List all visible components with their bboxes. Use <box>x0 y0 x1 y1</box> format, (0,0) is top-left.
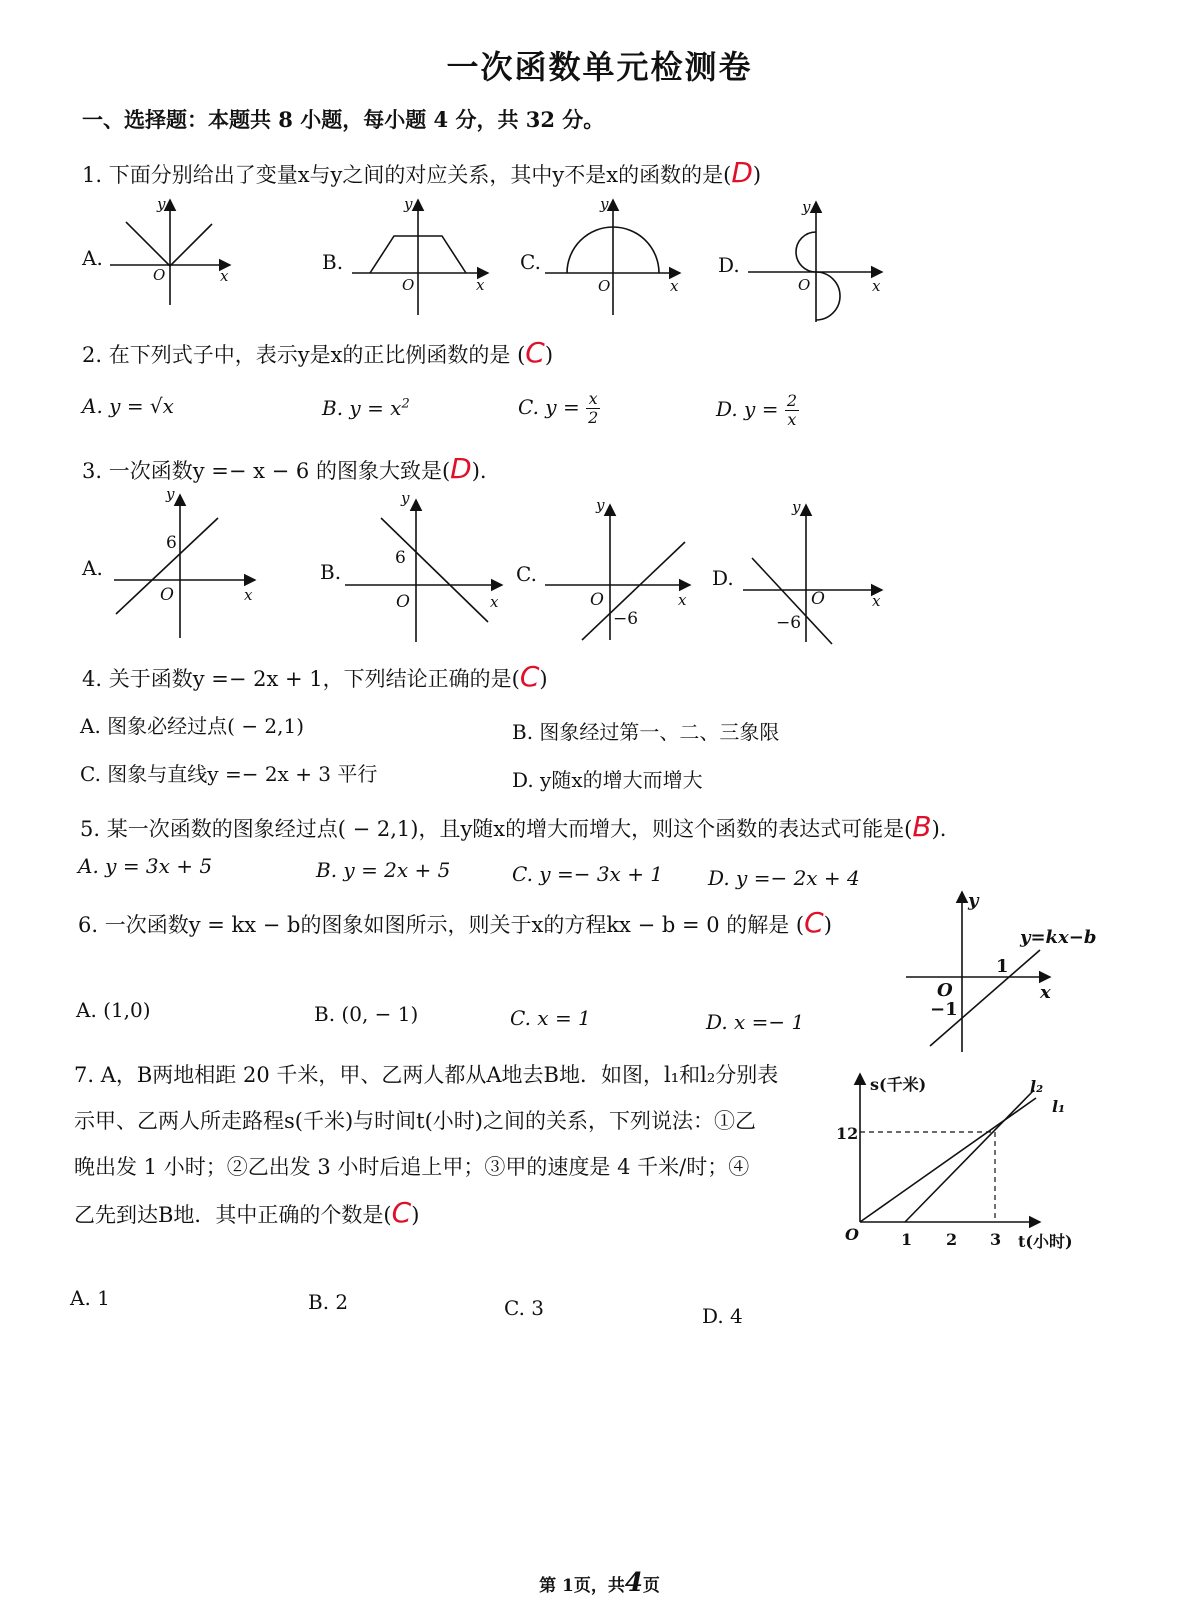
question-1-close: ) <box>752 163 762 187</box>
q3d-x-label: x <box>872 592 881 610</box>
q2-option-b-text: B. y = x <box>322 396 402 420</box>
question-3-stem: 3. 一次函数y =− x − 6 的图象大致是( <box>82 459 451 483</box>
q6-option-d: D. x =− 1 <box>706 1010 805 1034</box>
question-5-close: ). <box>931 817 947 841</box>
q3c-neg-six-label: −6 <box>613 609 639 629</box>
q1a-x-label: x <box>220 267 229 285</box>
q7-origin-label: O <box>845 1225 859 1244</box>
footer-total-pages: 4 <box>624 1568 643 1598</box>
question-4-stem: 4. 关于函数y =− 2x + 1，下列结论正确的是( <box>82 667 520 691</box>
q5-option-c: C. y =− 3x + 1 <box>512 862 664 886</box>
question-6-answer: C <box>804 906 824 939</box>
q1-graph-a <box>110 200 230 305</box>
q2-option-b <box>322 396 410 420</box>
q7-option-d: D. 4 <box>702 1304 743 1328</box>
q6-one-label: 1 <box>996 956 1009 977</box>
q3a-x-label: x <box>244 586 253 604</box>
q2-option-c <box>518 390 600 427</box>
question-3-close: ). <box>471 459 487 483</box>
q3d-y-label: y <box>792 498 801 516</box>
question-7-answer: C <box>391 1196 412 1229</box>
q1c-x-label: x <box>670 277 679 295</box>
q2-option-d-denominator: x <box>787 410 797 429</box>
q1b-y-label: y <box>404 195 413 213</box>
q1-graph-b <box>352 200 488 315</box>
q6-option-c: C. x = 1 <box>510 1006 591 1030</box>
q3a-origin-label: O <box>160 585 174 605</box>
q5-option-a: A. y = 3x + 5 <box>78 854 213 878</box>
q1-label-d: D. <box>718 253 740 277</box>
question-7-line-4 <box>74 1190 778 1238</box>
q3b-origin-label: O <box>396 592 410 612</box>
question-4 <box>82 660 548 693</box>
q2-option-d-fraction <box>785 392 799 429</box>
question-3 <box>82 452 487 485</box>
q6-neg-one-label: −1 <box>930 999 958 1020</box>
q3-graph-b <box>345 500 502 642</box>
question-3-answer: D <box>450 452 472 485</box>
footer-suffix: 页 <box>642 1576 660 1596</box>
q2-option-d-text: D. y = <box>716 397 785 421</box>
question-7 <box>74 1052 778 1238</box>
section-heading: 一、选择题：本题共 8 小题，每小题 4 分，共 32 分。 <box>82 107 605 132</box>
question-4-answer: C <box>519 660 540 693</box>
q2-option-b-exponent: 2 <box>401 396 410 412</box>
question-7-line-2: 示甲、乙两人所走路程s(千米)与时间t(小时)之间的关系，下列说法：①乙 <box>74 1109 756 1133</box>
q3c-x-label: x <box>678 591 687 609</box>
q3b-x-label: x <box>490 593 499 611</box>
q3-label-d: D. <box>712 566 734 590</box>
q3b-six-label: 6 <box>395 548 406 568</box>
question-6-stem: 6. 一次函数y = kx − b的图象如图所示，则关于x的方程kx − b = 0 的解是 ( <box>78 913 805 937</box>
q6-x-label: x <box>1040 982 1051 1003</box>
question-1-answer: D <box>731 156 753 189</box>
q7-t-axis-label: t(小时) <box>1018 1232 1073 1251</box>
q3d-origin-label: O <box>811 589 825 609</box>
q1-graph-d <box>748 202 882 322</box>
q7-t3-label: 3 <box>990 1230 1002 1249</box>
q6-graph <box>906 892 1050 1052</box>
q3-graph-a <box>114 495 255 638</box>
q3-label-c: C. <box>516 562 537 586</box>
q3-label-b: B. <box>320 560 342 584</box>
q7-option-b: B. 2 <box>308 1290 349 1314</box>
q2-option-c-denominator: 2 <box>588 408 599 427</box>
question-5-stem: 5. 某一次函数的图象经过点( − 2,1)，且y随x的增大而增大，则这个函数的表达式可能是( <box>80 817 913 841</box>
q3c-y-label: y <box>596 496 605 514</box>
q1d-x-label: x <box>872 277 881 295</box>
q4-option-c: C. 图象与直线y =− 2x + 3 平行 <box>80 762 378 786</box>
question-5-answer: B <box>912 810 932 843</box>
q1b-x-label: x <box>476 276 485 294</box>
q3-label-a: A. <box>82 556 103 580</box>
q7-option-a: A. 1 <box>70 1286 110 1310</box>
q3d-neg-six-label: −6 <box>776 613 802 633</box>
question-6 <box>78 906 832 939</box>
q2-option-c-text: C. y = <box>518 395 587 419</box>
question-7-line-3: 晚出发 1 小时；②乙出发 3 小时后追上甲；③甲的速度是 4 千米/时；④ <box>74 1155 750 1179</box>
l1-line <box>860 1098 1036 1222</box>
q3c-origin-label: O <box>590 590 604 610</box>
q7-graph <box>860 1074 1040 1222</box>
q1d-y-label: y <box>802 198 811 216</box>
q6-origin-label: O <box>937 980 953 1001</box>
q4-option-d: D. y随x的增大而增大 <box>512 768 703 792</box>
q7-t1-label: 1 <box>901 1230 913 1249</box>
q3b-y-label: y <box>401 489 410 507</box>
q5-option-b: B. y = 2x + 5 <box>316 858 451 882</box>
q2-option-c-fraction <box>586 390 600 427</box>
q3a-six-label: 6 <box>166 533 177 553</box>
q7-s-axis-label: s(千米) <box>870 1075 927 1094</box>
q1-graph-c <box>545 200 680 315</box>
question-1-stem: 1. 下面分别给出了变量x与y之间的对应关系，其中y不是x的函数的是( <box>82 163 732 187</box>
q1c-y-label: y <box>600 195 609 213</box>
q1-label-c: C. <box>520 250 541 274</box>
q6-option-a: A. (1,0) <box>76 998 151 1022</box>
q7-l2-label: l₂ <box>1030 1077 1044 1096</box>
page-title: 一次函数单元检测卷 <box>446 48 753 86</box>
question-7-line-4-text: 乙先到达B地．其中正确的个数是( <box>74 1203 392 1227</box>
q1d-origin-label: O <box>798 276 811 294</box>
q7-twelve-label: 12 <box>836 1124 859 1143</box>
q2-option-d <box>716 392 799 429</box>
question-7-line-1: 7. A，B两地相距 20 千米，甲、乙两人都从A地去B地．如图，l₁和l₂分别表 <box>74 1063 779 1087</box>
q7-option-c: C. 3 <box>504 1296 545 1320</box>
q3a-y-label: y <box>166 485 175 503</box>
question-2-close: ) <box>544 343 554 367</box>
q1-label-a: A. <box>82 246 103 270</box>
q6-y-label: y <box>968 890 979 911</box>
q3-graph-d <box>743 505 882 644</box>
q4-option-a: A. 图象必经过点( − 2,1) <box>80 714 305 738</box>
q4-option-b: B. 图象经过第一、二、三象限 <box>512 720 780 744</box>
question-5 <box>80 810 946 843</box>
q1b-origin-label: O <box>402 276 415 294</box>
q7-l1-label: l₁ <box>1052 1097 1066 1116</box>
q2-option-d-numerator: 2 <box>786 391 797 410</box>
question-2 <box>82 336 553 369</box>
q1a-origin-label: O <box>153 266 166 284</box>
q6-line-label: y=kx−b <box>1020 927 1097 948</box>
question-6-close: ) <box>823 913 832 937</box>
l2-line <box>905 1090 1034 1222</box>
q5-option-d: D. y =− 2x + 4 <box>708 866 860 890</box>
footer-prefix: 第 1页，共 <box>539 1576 625 1596</box>
question-2-stem: 2. 在下列式子中，表示y是x的正比例函数的是 ( <box>82 343 526 367</box>
q1c-origin-label: O <box>598 277 611 295</box>
q2-option-c-numerator: x <box>586 390 600 409</box>
q2-option-a: A. y = √x <box>82 394 174 418</box>
q7-t2-label: 2 <box>946 1230 958 1249</box>
question-4-close: ) <box>539 667 548 691</box>
q1-label-b: B. <box>322 250 344 274</box>
question-2-answer: C <box>525 336 545 369</box>
q6-option-b: B. (0, − 1) <box>314 1002 419 1026</box>
page-footer <box>0 1568 1199 1598</box>
q1a-y-label: y <box>157 195 166 213</box>
question-7-close: ) <box>411 1203 420 1227</box>
